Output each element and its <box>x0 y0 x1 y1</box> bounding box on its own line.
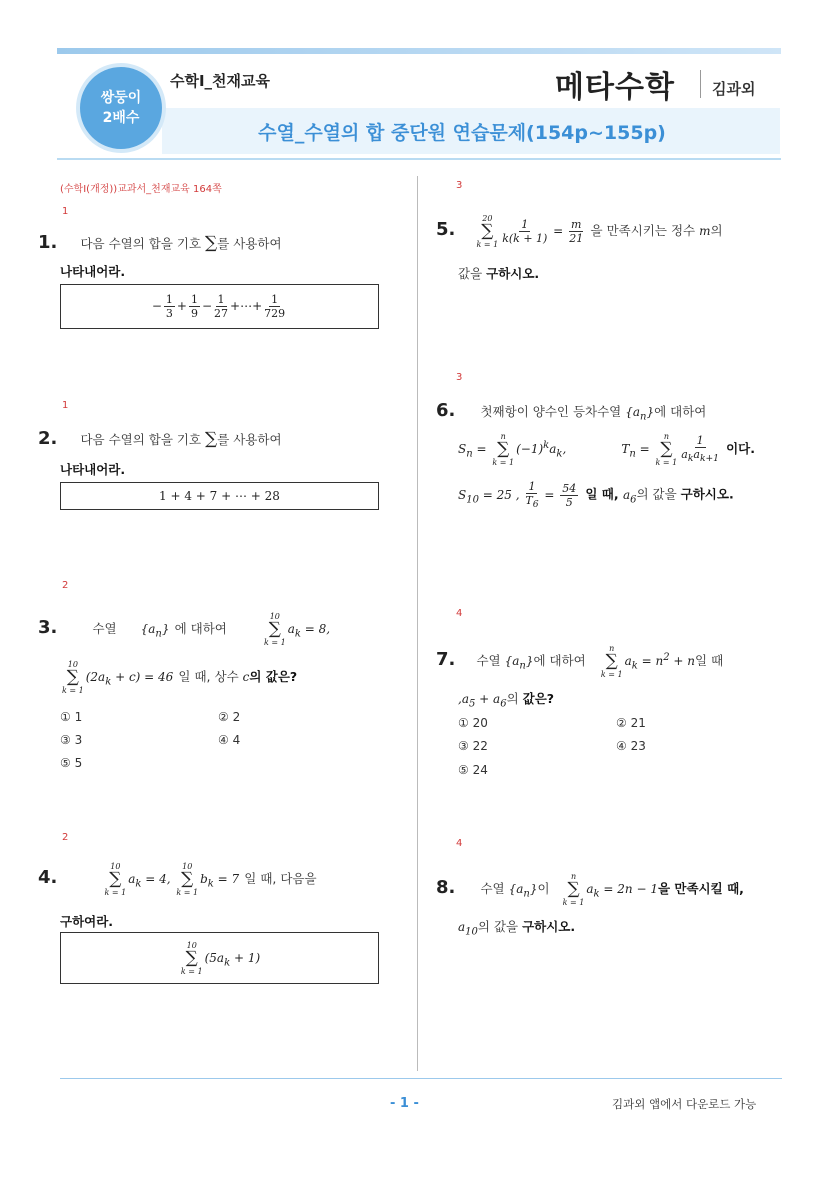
expression: 1 + 4 + 7 + ⋯ + 28 <box>159 489 280 503</box>
question-text: 일 때, 상수 <box>178 669 243 684</box>
question-instruction: 의 값은? <box>249 669 298 684</box>
difficulty-level: 2 <box>62 580 69 591</box>
question-text: 에 대하여 <box>654 404 707 419</box>
question-6: 6. 첫째항이 양수인 등차수열 $\{a_n\}$에 대하여 <box>436 400 707 423</box>
question-text: 의 값을 <box>477 919 523 934</box>
question-text: 에 대하여 <box>174 621 227 636</box>
question-5: 5. 20 ∑ k = 1 $\frac{1}{k(k + 1)}$ = $\frac{m}{21}$ 을 만족시키는 정수 m의 <box>436 214 723 249</box>
question-text: 의 <box>506 691 523 706</box>
brand-logo: 메타수학 <box>555 70 675 105</box>
question-1 <box>38 232 282 253</box>
column-divider <box>417 176 418 1071</box>
choice-5[interactable]: ⑤ 5 <box>60 756 83 770</box>
grade-badge <box>80 67 162 149</box>
choice-1[interactable]: ① 1 <box>60 710 83 724</box>
question-instruction: 구하시오. <box>522 919 576 934</box>
question-text: 일 때, 다음을 <box>244 871 317 886</box>
download-note: 김과외 앱에서 다운로드 가능 <box>612 1097 757 1111</box>
choice-4[interactable]: ④ 4 <box>218 733 241 747</box>
question-text: 다음 수열의 합을 기호 <box>80 236 206 251</box>
question-number: 1. <box>38 232 58 253</box>
difficulty-level: 4 <box>456 838 463 849</box>
difficulty-level: 2 <box>62 832 69 843</box>
question-text: 를 사용하여 <box>217 236 282 251</box>
choice-1[interactable]: ① 20 <box>458 716 488 730</box>
sigma-symbol: ∑ <box>205 233 218 253</box>
subject-label: 수학Ⅰ_천재교육 <box>170 72 271 90</box>
question-text: 이 <box>537 881 550 896</box>
question-instruction: 구하시오. <box>486 266 540 281</box>
expression-box <box>60 482 379 510</box>
question-8: 8. 수열 $\{a_n\}$이 n ∑ k = 1 $a_k = 2n - 1$을 만족시킬 때, <box>436 872 744 907</box>
difficulty-level: 1 <box>62 206 69 217</box>
question-3-line2: 10 ∑ k = 1 $(2a_k + c) = 46$ 일 때, 상수 c의 값은? <box>62 660 298 695</box>
question-text: 다음 수열의 합을 기호 <box>80 432 206 447</box>
difficulty-level: 1 <box>62 400 69 411</box>
question-instruction: 나타내어라. <box>60 462 126 477</box>
question-text: 의 <box>710 223 723 238</box>
question-text: 를 사용하여 <box>217 432 282 447</box>
logo-divider <box>700 70 701 98</box>
expression-box: − $\frac{1}{3}$ + $\frac{1}{9}$ − $\frac{1}{27}$ +⋯+ $\frac{1}{729}$ <box>60 284 379 329</box>
question-number: 4. <box>38 867 58 888</box>
sigma-symbol: ∑ <box>205 429 218 449</box>
difficulty-level: 3 <box>456 372 463 383</box>
question-text: 의 값을 <box>636 486 681 502</box>
question-text: 이다. <box>726 441 755 456</box>
question-instruction: 구하여라. <box>60 914 114 929</box>
badge-line1: 쌍둥이 <box>100 90 142 106</box>
question-text: 일 때 <box>695 653 724 668</box>
choice-5[interactable]: ⑤ 24 <box>458 763 488 777</box>
question-instruction: 구하시오. <box>680 486 734 502</box>
question-text: 첫째항이 양수인 등차수열 <box>480 404 626 419</box>
question-number: 7. <box>436 649 456 670</box>
question-7-line2: $,a_5 + a_6$의 값은? <box>458 691 555 710</box>
question-2 <box>38 428 282 449</box>
question-number: 5. <box>436 219 456 240</box>
question-text: 값을 <box>458 266 487 281</box>
choice-3[interactable]: ③ 3 <box>60 733 83 747</box>
source-note: (수학I(개정))교과서_천재교육 164쪽 <box>60 184 222 195</box>
question-text: 에 대하여 <box>533 653 586 668</box>
question-8-line2: $a_{10}$의 값을 구하시오. <box>458 919 576 938</box>
question-4: 4. 10 ∑ k = 1 $a_k = 4$, 10 ∑ k = 1 $b_k = 7$ 일 때, 다음을 <box>38 862 317 897</box>
question-number: 8. <box>436 877 456 898</box>
expression-box: 10 ∑ k = 1 $(5a_k + 1)$ <box>60 932 379 984</box>
badge-line2: 2배수 <box>102 110 140 126</box>
question-7: 7. 수열 $\{a_n\}$에 대하여 n ∑ k = 1 $a_k = n^2 + n$일 때 <box>436 644 724 679</box>
question-instruction: 나타내어라. <box>60 264 126 279</box>
choice-2[interactable]: ② 21 <box>616 716 646 730</box>
question-3: 3. 수열 $\{a_n\}$ 에 대하여 10 ∑ k = 1 $a_k = 8$, <box>38 612 331 647</box>
page-title: 수열_수열의 합 중단원 연습문제(154p~155p) <box>258 122 666 144</box>
question-text: 을 만족시키는 정수 <box>590 223 700 238</box>
difficulty-level: 3 <box>456 180 463 191</box>
brand-sub-logo: 김과외 <box>712 80 756 98</box>
question-number: 3. <box>38 617 58 638</box>
question-5-line2 <box>458 263 539 282</box>
question-number: 6. <box>436 400 456 421</box>
choice-2[interactable]: ② 2 <box>218 710 241 724</box>
difficulty-level: 4 <box>456 608 463 619</box>
question-6-line2: $S_n$ = n ∑ k = 1 $(-1)^ka_k$, $T_n$ = n ∑ k = 1 $\frac{1}{a_ka_{k+1}}$ 이다. <box>458 432 755 467</box>
question-text: 수열 <box>480 881 509 896</box>
choice-4[interactable]: ④ 23 <box>616 739 646 753</box>
question-text: 수열 <box>92 621 121 636</box>
question-text: 을 만족시킬 때, <box>657 881 744 896</box>
question-number: 2. <box>38 428 58 449</box>
question-text: 수열 <box>476 653 505 668</box>
question-text: 일 때, <box>585 486 623 502</box>
choice-3[interactable]: ③ 22 <box>458 739 488 753</box>
question-6-line3: $S_{10} = 25$ , $\frac{1}{T_6}$ = $\frac{54}{5}$ 일 때, $a_6$의 값을 구하시오. <box>458 480 734 511</box>
footer-line <box>60 1078 782 1079</box>
page-number: - 1 - <box>390 1096 419 1111</box>
question-instruction: 값은? <box>522 691 555 706</box>
